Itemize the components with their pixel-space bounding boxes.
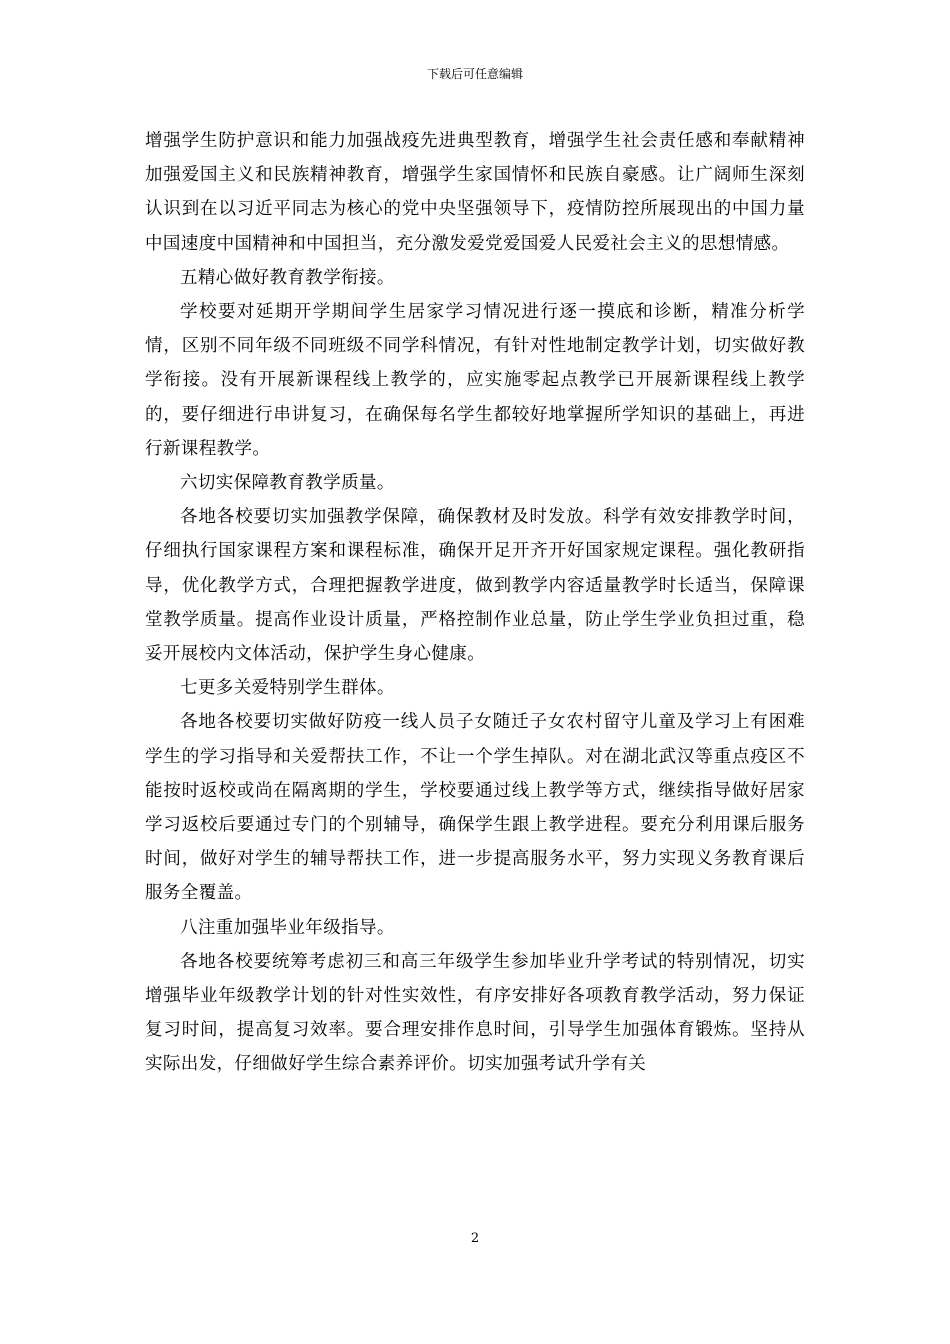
paragraph: 各地各校要切实做好防疫一线人员子女随迁子女农村留守儿童及学习上有困难学生的学习指导和关爱帮扶工作，不让一个学生掉队。对在湖北武汉等重点疫区不能按时返校或尚在隔离期的学生，学校要通过线上教学等方式，继续指导做好居家学习返校后要通过专门的个别辅导，确保学生跟上教学进程。要充分利用课后服务时间，做好对学生的辅导帮扶工作，进一步提高服务水平，努力实现义务教育课后服务全覆盖。 — [145, 712, 805, 904]
section-heading-5: 五精心做好教育教学衔接。 — [180, 267, 395, 288]
page-number: 2 — [470, 1231, 480, 1246]
section-heading-7: 七更多关爱特别学生群体。 — [180, 678, 395, 699]
page-header-note: 下载后可任意编辑 — [426, 67, 523, 81]
section-heading-8: 八注重加强毕业年级指导。 — [180, 917, 395, 938]
paragraph: 各地各校要统筹考虑初三和高三年级学生参加毕业升学考试的特别情况，切实增强毕业年级教学计划的针对性实效性，有序安排好各项教育教学活动，努力保证复习时间，提高复习效率。要合理安排作息时间，引导学生加强体育锻炼。坚持从实际出发，仔细做好学生综合素养评价。切实加强考试升学有关 — [145, 951, 805, 1075]
paragraph-continued: 增强学生防护意识和能力加强战疫先进典型教育，增强学生社会责任感和奉献精神加强爱国主义和民族精神教育，增强学生家国情怀和民族自豪感。让广阔师生深刻认识到在以习近平同志为核心的党中央坚强领导下，疫情防控所展现出的中国力量中国速度中国精神和中国担当，充分激发爱党爱国爱人民爱社会主义的思想情感。 — [145, 131, 805, 254]
paragraph: 各地各校要切实加强教学保障，确保教材及时发放。科学有效安排教学时间，仔细执行国家课程方案和课程标准，确保开足开齐开好国家规定课程。强化教研指导，优化教学方式，合理把握教学进度，做到教学内容适量教学时长适当，保障课堂教学质量。提高作业设计质量，严格控制作业总量，防止学生学业负担过重，稳妥开展校内文体活动，保护学生身心健康。 — [145, 507, 805, 665]
paragraph: 学校要对延期开学期间学生居家学习情况进行逐一摸底和诊断，精准分析学情，区别不同年级不同班级不同学科情况，有针对性地制定教学计划，切实做好教学衔接。没有开展新课程线上教学的，应实施零起点教学已开展新课程线上教学的，要仔细进行串讲复习，在确保每名学生都较好地掌握所学知识的基础上，再进行新课程教学。 — [145, 302, 805, 459]
document-body — [145, 124, 805, 1082]
section-heading-6: 六切实保障教育教学质量。 — [180, 473, 395, 494]
